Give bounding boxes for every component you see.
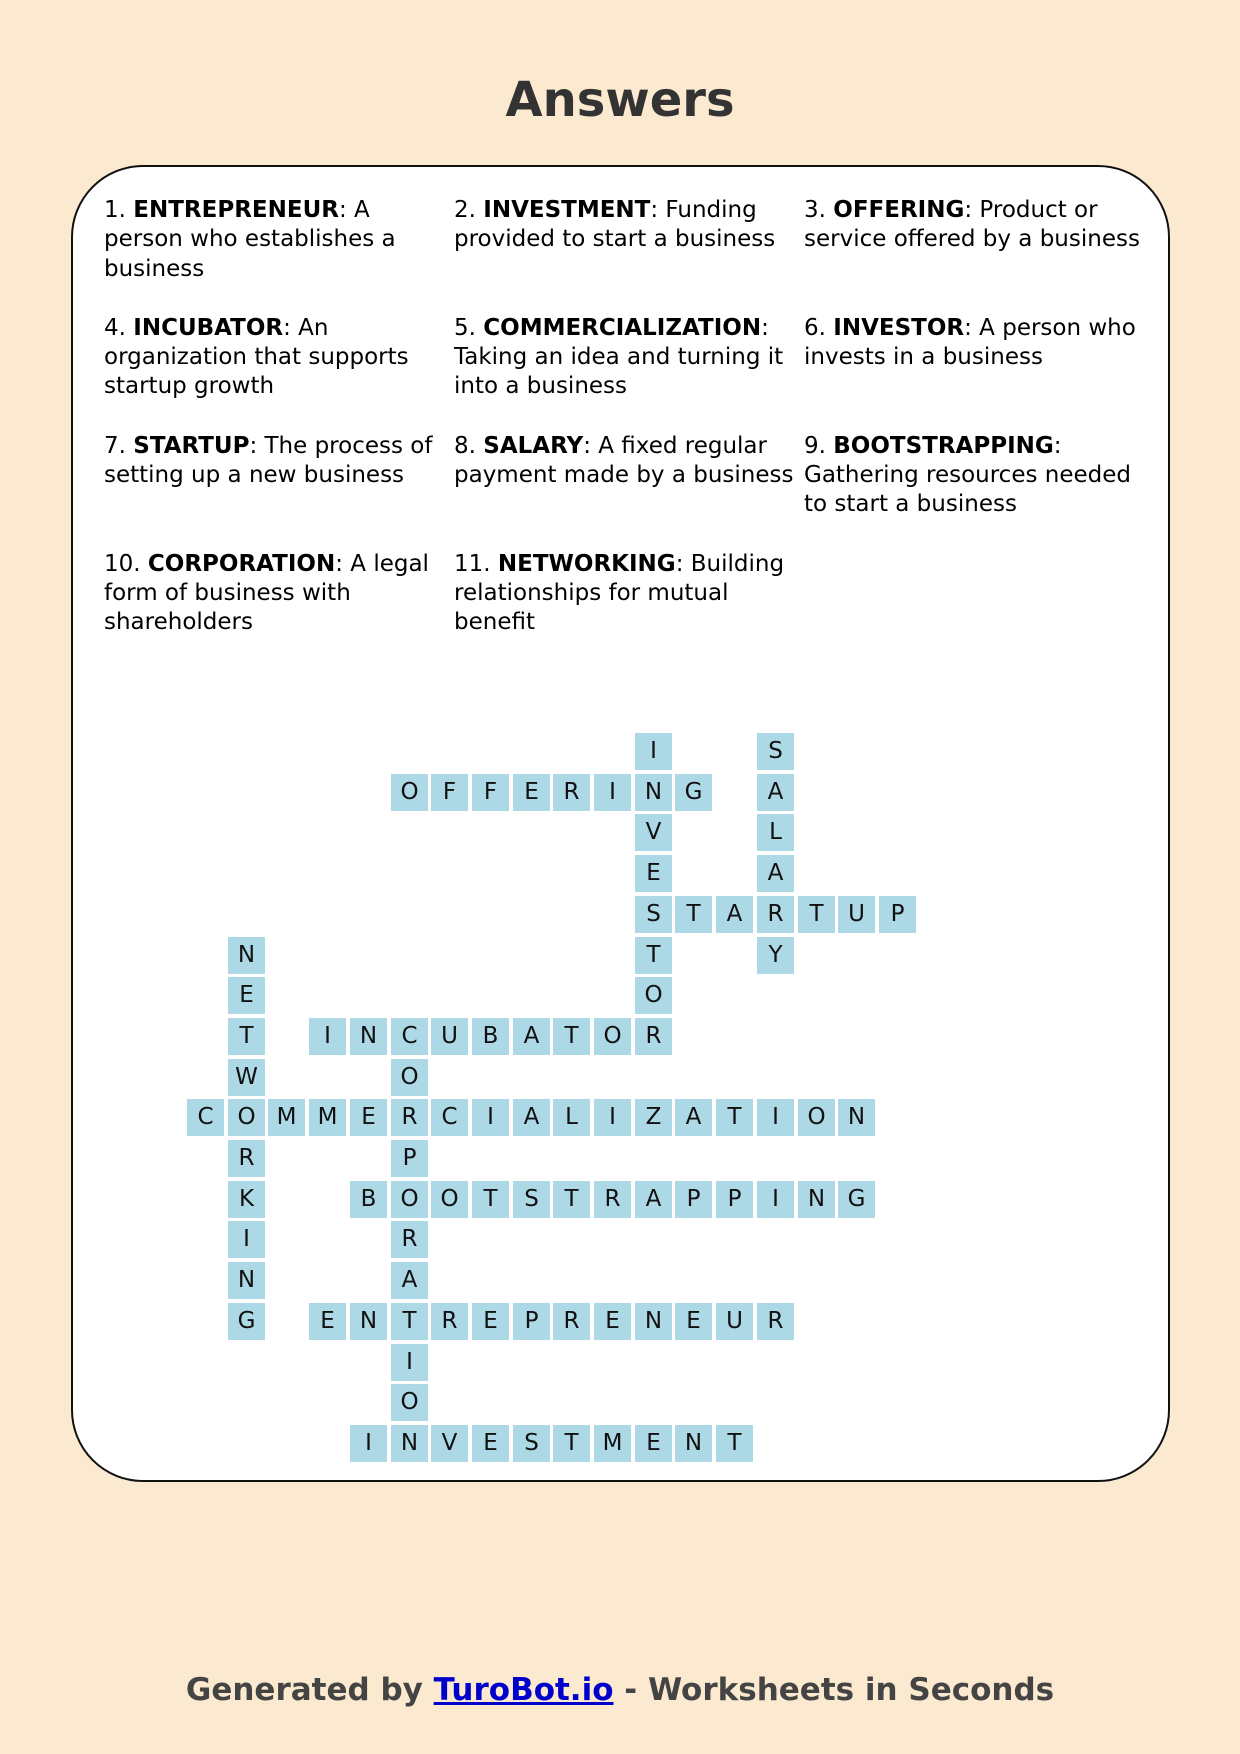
crossword-cell: T	[716, 1425, 753, 1462]
clue-row	[104, 314, 1154, 402]
crossword-cell: I	[757, 1099, 794, 1136]
crossword-cell: R	[391, 1221, 428, 1258]
clue-number: 9.	[804, 432, 826, 459]
crossword-cell: T	[553, 1425, 590, 1462]
crossword-cell: I	[309, 1018, 346, 1055]
crossword-cell: O	[635, 977, 672, 1014]
crossword-cell: T	[635, 937, 672, 974]
clue-item	[104, 550, 454, 638]
crossword-cell: O	[391, 1059, 428, 1096]
crossword-cell: M	[594, 1425, 631, 1462]
crossword-cell: O	[228, 1099, 265, 1136]
page-title: Answers	[505, 72, 735, 128]
clue-definition: : An organization that supports startup growth	[104, 314, 409, 400]
clue-item	[804, 314, 1154, 402]
crossword-cell: A	[757, 855, 794, 892]
clue-row	[104, 196, 1154, 284]
crossword-cell: O	[391, 1181, 428, 1218]
crossword-cell: C	[391, 1018, 428, 1055]
crossword-cell: T	[553, 1181, 590, 1218]
crossword-cell: B	[472, 1018, 509, 1055]
crossword-cell: N	[391, 1425, 428, 1462]
footer-suffix: - Worksheets in Seconds	[613, 1672, 1055, 1708]
crossword-cell: R	[553, 1303, 590, 1340]
crossword-cell: F	[431, 774, 468, 811]
clue-item	[454, 432, 804, 520]
crossword-cell: U	[431, 1018, 468, 1055]
clue-item	[454, 314, 804, 402]
clue-word: BOOTSTRAPPING	[833, 432, 1054, 459]
crossword-cell: E	[635, 1425, 672, 1462]
crossword-cell: I	[594, 774, 631, 811]
clue-item	[454, 196, 804, 284]
crossword-cell: A	[391, 1262, 428, 1299]
clue-list	[104, 196, 1154, 668]
crossword-cell: N	[635, 774, 672, 811]
crossword-cell: L	[553, 1099, 590, 1136]
crossword-cell: E	[228, 977, 265, 1014]
crossword-cell: G	[228, 1303, 265, 1340]
crossword-cell: U	[838, 896, 875, 933]
clue-definition: : A legal form of business with shareholders	[104, 550, 429, 636]
crossword-cell: R	[635, 1018, 672, 1055]
clue-definition: : Taking an idea and turning it into a business	[454, 314, 784, 400]
clue-row	[104, 550, 1154, 638]
clue-word: SALARY	[483, 432, 584, 459]
crossword-cell: R	[431, 1303, 468, 1340]
crossword-cell: G	[675, 774, 712, 811]
crossword-cell: O	[391, 1384, 428, 1421]
crossword-cell: R	[391, 1099, 428, 1136]
clue-word: STARTUP	[133, 432, 250, 459]
crossword-cell: T	[228, 1018, 265, 1055]
crossword-cell: E	[472, 1425, 509, 1462]
clue-word: ENTREPRENEUR	[133, 197, 339, 223]
crossword-cell: S	[635, 896, 672, 933]
clue-number: 7.	[104, 432, 126, 459]
crossword-cell: N	[350, 1303, 387, 1340]
clue-definition: : Funding provided to start a business	[454, 197, 776, 253]
crossword-cell: E	[350, 1099, 387, 1136]
crossword-cell: O	[431, 1181, 468, 1218]
crossword-cell: I	[594, 1099, 631, 1136]
crossword-cell: N	[675, 1425, 712, 1462]
crossword-cell: M	[309, 1099, 346, 1136]
clue-item	[804, 432, 1154, 520]
crossword-cell: R	[553, 774, 590, 811]
crossword-cell: T	[472, 1181, 509, 1218]
clue-word: COMMERCIALIZATION	[483, 314, 762, 341]
crossword-cell: S	[757, 733, 794, 770]
clue-word: NETWORKING	[497, 550, 676, 577]
clue-definition: : A person who establishes a business	[104, 197, 396, 282]
clue-definition: : Product or service offered by a business	[804, 197, 1140, 253]
clue-number: 1.	[104, 197, 126, 223]
crossword-cell: T	[391, 1303, 428, 1340]
clue-item	[104, 432, 454, 520]
clue-item	[104, 314, 454, 402]
crossword-cell: C	[431, 1099, 468, 1136]
crossword-cell: U	[716, 1303, 753, 1340]
crossword-cell: N	[228, 937, 265, 974]
crossword-cell: O	[391, 774, 428, 811]
crossword-cell: E	[472, 1303, 509, 1340]
crossword-cell: N	[228, 1262, 265, 1299]
crossword-cell: F	[472, 774, 509, 811]
crossword-cell: A	[757, 774, 794, 811]
crossword-cell: V	[635, 814, 672, 851]
crossword-cell: C	[187, 1099, 224, 1136]
crossword-cell: T	[716, 1099, 753, 1136]
crossword-cell: I	[757, 1181, 794, 1218]
crossword-cell: E	[635, 855, 672, 892]
crossword-cell: E	[513, 774, 550, 811]
clue-number: 5.	[454, 314, 476, 341]
crossword-cell: P	[879, 896, 916, 933]
clue-definition: : A fixed regular payment made by a business	[454, 432, 794, 489]
crossword-cell: P	[391, 1140, 428, 1177]
clue-number: 10.	[104, 550, 141, 577]
clue-definition: : A person who invests in a business	[804, 314, 1136, 371]
crossword-cell: I	[635, 733, 672, 770]
crossword-cell: A	[635, 1181, 672, 1218]
crossword-cell: S	[513, 1425, 550, 1462]
clue-item	[804, 196, 1154, 284]
clue-word: INVESTOR	[833, 314, 965, 341]
crossword-cell: R	[757, 896, 794, 933]
crossword-cell: P	[675, 1181, 712, 1218]
crossword-cell: E	[675, 1303, 712, 1340]
crossword-cell: K	[228, 1181, 265, 1218]
clue-word: CORPORATION	[147, 550, 336, 577]
crossword-cell: B	[350, 1181, 387, 1218]
clue-number: 3.	[804, 197, 826, 223]
crossword-cell: A	[513, 1099, 550, 1136]
crossword-cell: L	[757, 814, 794, 851]
crossword-cell: S	[513, 1181, 550, 1218]
crossword-cell: W	[228, 1059, 265, 1096]
crossword-cell: N	[838, 1099, 875, 1136]
clue-definition: : The process of setting up a new business	[104, 432, 433, 489]
footer-prefix: Generated by	[185, 1672, 434, 1708]
crossword-cell: A	[716, 896, 753, 933]
crossword-cell: I	[472, 1099, 509, 1136]
footer	[0, 1668, 1240, 1712]
clue-definition: : Gathering resources needed to start a business	[804, 432, 1131, 518]
crossword-cell: I	[391, 1344, 428, 1381]
clue-word: INVESTMENT	[483, 197, 651, 223]
clue-word: INCUBATOR	[133, 314, 284, 341]
crossword-cell: R	[757, 1303, 794, 1340]
crossword-cell: R	[594, 1181, 631, 1218]
crossword-cell: N	[798, 1181, 835, 1218]
clue-row	[104, 432, 1154, 520]
turobot-link[interactable]: TuroBot.io	[433, 1672, 614, 1708]
crossword-cell: I	[350, 1425, 387, 1462]
crossword-cell: M	[268, 1099, 305, 1136]
crossword-cell: P	[716, 1181, 753, 1218]
crossword-cell: O	[798, 1099, 835, 1136]
crossword-cell: E	[309, 1303, 346, 1340]
crossword-cell: G	[838, 1181, 875, 1218]
clue-word: OFFERING	[833, 197, 965, 223]
clue-number: 4.	[104, 314, 126, 341]
crossword-cell: Z	[635, 1099, 672, 1136]
crossword-cell: T	[798, 896, 835, 933]
crossword-cell: O	[594, 1018, 631, 1055]
crossword-cell: T	[675, 896, 712, 933]
clue-definition: : Building relationships for mutual benefit	[454, 550, 785, 636]
clue-item	[104, 196, 454, 284]
crossword-cell: E	[594, 1303, 631, 1340]
crossword-cell: P	[513, 1303, 550, 1340]
clue-number: 11.	[454, 550, 491, 577]
crossword-cell: N	[635, 1303, 672, 1340]
clue-number: 8.	[454, 432, 476, 459]
crossword-cell: Y	[757, 937, 794, 974]
crossword-cell: R	[228, 1140, 265, 1177]
clue-number: 2.	[454, 197, 476, 223]
crossword-cell: A	[675, 1099, 712, 1136]
clue-item	[454, 550, 804, 638]
crossword-cell: I	[228, 1221, 265, 1258]
crossword-cell: T	[553, 1018, 590, 1055]
crossword-cell: N	[350, 1018, 387, 1055]
clue-number: 6.	[804, 314, 826, 341]
crossword-cell: V	[431, 1425, 468, 1462]
crossword-cell: A	[513, 1018, 550, 1055]
